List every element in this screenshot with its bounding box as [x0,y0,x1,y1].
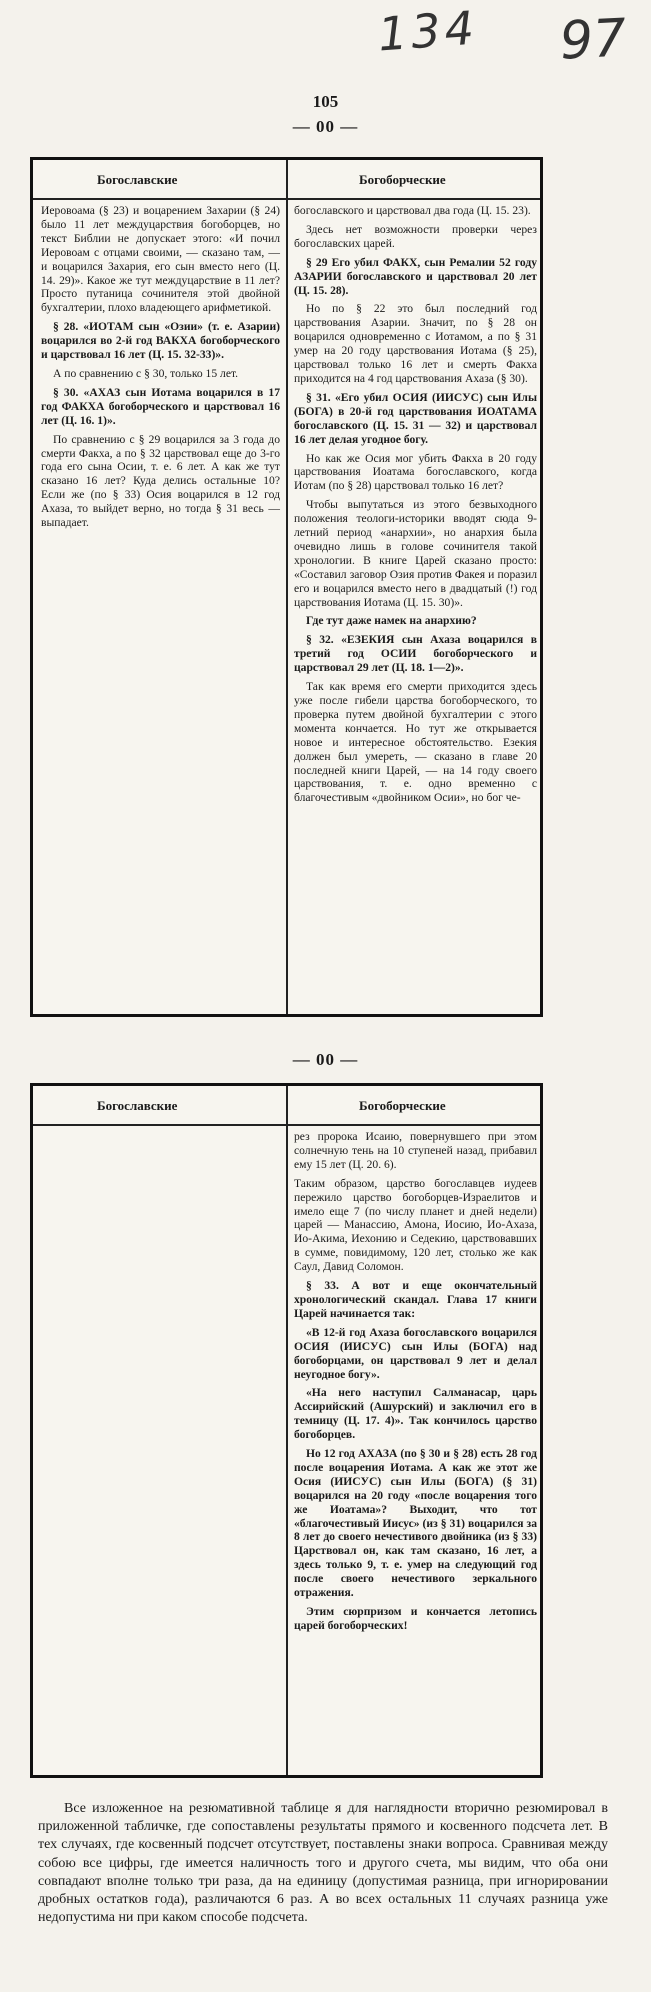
handwritten-number-134: 134 [376,0,480,62]
left-column [41,204,280,535]
paragraph: Иеровоама (§ 23) и воцарением Захарии (§ 24) было 11 лет междуцарствия богоборцев, но текст Библии не допускает этого: «И почил Иеровоам с отцами своими, — сказано там, — и воцарился Захария, его сын вместо него (Ц. 14. 29)». Какое же тут междуцарствие в 11 лет? Просто путаница сочинителя этой двойной бухгалтерии, плохо владеющего арифметикой. [41,204,280,315]
right-column [294,204,537,810]
paragraph: Здесь нет возможности проверки через богославских царей. [294,222,537,250]
paragraph: Но 12 год АХАЗА (по § 30 и § 28) есть 28 год после воцарения Иотама. А как же этот же Осия (ИИСУС) сын Илы (БОГА) (§ 31) воцарился на 20 году «после воцарения того же Иоатама»? Выходит, что тот «благочестивый Иисус» (из § 31) воцарился за 8 лет до своего нечестивого двойника (из § 33) Царствовал он, как там сказано, 16 лет, а здесь только 9, т. е. умер на следующий год после своего нечестивого зеркального отражения. [294,1447,537,1600]
paragraph: Где тут даже намек на анархию? [306,614,477,628]
right-column [294,1130,537,1638]
table-frame-1 [30,157,543,1017]
paragraph: Чтобы выпутаться из этого безвыходного положения теологи-историки вводят сюда 9-летний период «анархии», но анархия была очевидно лишь в голове сочинителя такой хронологии. В книге Царей сказано просто: «Составил заговор Озия против Факея и поразил его и воцарился вместо него в двадцатый (!) год царствования Иотама (Ц. 15. 30)». [294,498,537,609]
paragraph: «На него наступил Салманасар, царь Ассирийский (Ашурский) и заключил его в темницу (Ц. 17. 4)». Так кончилось царство богоборцев. [294,1386,537,1442]
paragraph: § 29 Его убил ФАКХ, сын Ремалии 52 году АЗАРИИ богославского и царствовал 20 лет (Ц. 15. 28). [294,255,537,297]
header-right: Богоборческие [359,172,446,187]
paragraph: А по сравнению с § 30, только 15 лет. [53,366,239,380]
paragraph: богославского и царствовал два года (Ц. 15. 23). [294,204,531,217]
paragraph: «В 12-й год Ахаза богославского воцарился ОСИЯ (ИИСУС) сын Илы (БОГА) над богоборцами, он царствовал 9 лет и делал неугодное богу». [294,1325,537,1381]
column-divider [286,160,288,1014]
paragraph: рез пророка Исаию, повернувшего при этом солнечную тень на 10 ступеней назад, прибавил ему 15 лет (Ц. 20. 6). [294,1130,537,1171]
table-frame-2 [30,1083,543,1778]
paragraph: § 31. «Его убил ОСИЯ (ИИСУС) сын Илы (БОГА) в 20-й год царствования ИОАТАМА богославского (Ц. 15. 31 — 32) и царствовал 16 лет делая угодное богу. [294,390,537,446]
page-code: — 00 — [292,117,359,136]
paragraph: § 28. «ИОТАМ сын «Озии» (т. е. Азарии) воцарился во 2-й год ВАКХА богоборческого и царствовал 16 лет (Ц. 15. 32-33)». [41,320,280,362]
column-divider [286,1086,288,1775]
paragraph: Но как же Осия мог убить Факха в 20 году царствования Иоатама богославского, когда Иотам (по § 28) царствовал только 16 лет? [294,451,537,493]
page-number: 105 [312,92,339,111]
paragraph: По сравнению с § 29 воцарился за 3 года до смерти Факха, а по § 32 царствовал еще до 3-го года его сына Осии, т. е. 6 лет. А как же тут сказано 16 лет? Куда делись остальные 10? Если же (по § 33) Осия воцарился в 12 год Ахаза, то выйдет верно, но тогда § 31 весь — выпадает. [41,432,280,530]
closing-paragraph [38,1800,608,1927]
section-code: — 00 — [292,1050,359,1069]
header-left: Богославские [97,172,178,187]
paragraph: Этим сюрпризом и кончается летопись царей богоборческих! [294,1605,537,1632]
header-left: Богославские [97,1098,178,1113]
paragraph: § 33. А вот и еще окончательный хронологический скандал. Глава 17 книги Царей начинается так: [294,1279,537,1320]
paragraph: § 32. «ЕЗЕКИЯ сын Ахаза воцарился в третий год ОСИИ богоборческого и царствовал 29 лет (Ц. 18. 1—2)». [294,633,537,675]
handwritten-number-97: 97 [558,8,628,72]
closing-text: Все изложенное на резюмативной таблице я для наглядности вторично резюмировал в приложенной табличке, где сопоставлены результаты прямого и косвенного подсчета лет. В тех случаях, где косвенный подсчет отсутствует, поставлены знаки вопроса. Сравнивая между собою все цифры, где имеется наличность того и другого счета, мы видим, что оба они совпадают вполне только три раза, да на единицу (допустимая разница, при игнорировании дробных остатков года), различаются 6 раз. А во всех остальных 11 случаях разница уже недопустима ни при каком способе подсчета. [38,1801,608,1926]
paragraph: Так как время его смерти приходится здесь уже после гибели царства богоборческого, то проверка путем двойной бухгалтерии с этого момента кончается. Но тут же открывается новое и интересное обстоятельство. Езекия должен был умереть, — сказано в главе 20 последней книги Царей, — на 14 году своего царствования, т. е. одно временно с благочестивым «двойником Осии», но бог че- [294,680,537,805]
header-right: Богоборческие [359,1098,446,1113]
paragraph: Таким образом, царство богославцев иудеев пережило царство богоборцев-Израелитов и имело еще 7 (по числу планет и дней недели) царей — Манассию, Амона, Иосию, Ио-Ахаза, Ио-Акима, Иехонию и Седекию, царствовавших в сумме, повидимому, 120 лет, столько же как Саул, Давид Соломон. [294,1176,537,1274]
paragraph: § 30. «АХАЗ сын Иотама воцарился в 17 год ФАКХА богоборческого и царствовал 16 лет (Ц. 16. 1)». [41,385,280,427]
paragraph: Но по § 22 это был последний год царствования Азарии. Значит, по § 28 он воцарился одновременно с Иотамом, а по § 31 умер на 20 году царствования Иотама (§ 25), царствовал только 16 лет и смерть Факха приходится на 4 год царствования Ахаза (§ 30). [294,302,537,385]
